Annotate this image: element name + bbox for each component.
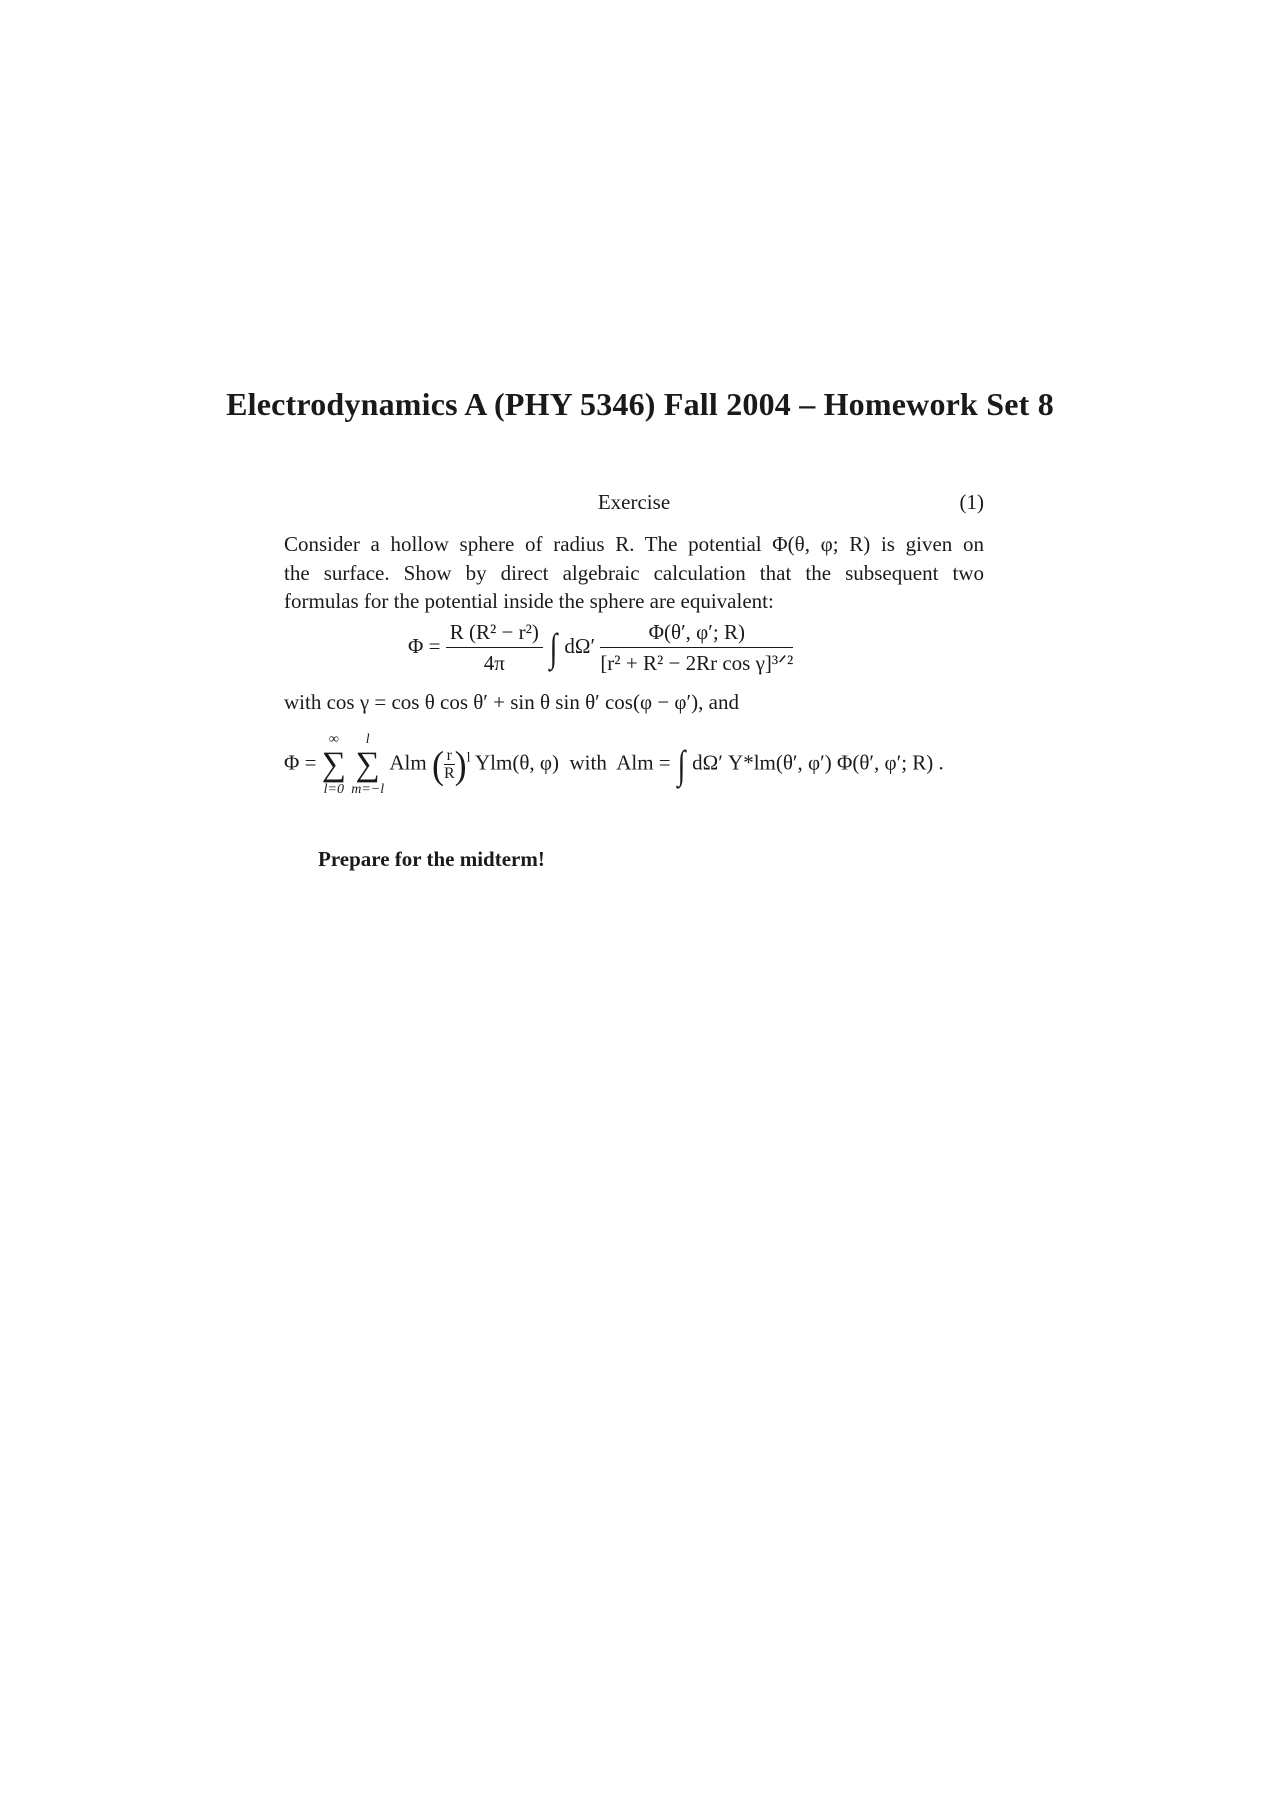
exercise-number: (1) [959, 490, 984, 514]
cos-gamma-definition: with cos γ = cos θ cos θ′ + sin θ sin θ′ cos(φ − φ′), and [284, 690, 739, 714]
exercise-label: Exercise [597, 490, 671, 514]
eq1-prefactor-denominator: 4π [483, 651, 505, 675]
sum-over-l [322, 733, 346, 797]
eq1-measure: dΩ′ [564, 633, 596, 658]
ratio-denominator: R [443, 765, 455, 783]
eq1-kernel [600, 620, 793, 676]
sum-l-lower: l=0 [323, 781, 344, 797]
left-paren: ( [431, 742, 444, 787]
sum-over-m [351, 733, 384, 797]
spherical-harmonic: Ylm(θ, φ) [475, 750, 559, 775]
problem-line: the surface. Show by direct algebraic calculation that the subsequent two [284, 560, 984, 585]
exercise-header [284, 490, 984, 520]
sum-l-upper: ∞ [328, 732, 339, 747]
eq1-lhs: Φ = [408, 633, 441, 658]
sigma-symbol: ∑ [355, 746, 380, 783]
ratio-power: l [466, 750, 471, 766]
eq1-kernel-denominator: [r² + R² − 2Rr cos γ]³ᐟ² [600, 651, 794, 675]
integral-sign: ∫ [549, 625, 558, 670]
page-title: Electrodynamics A (PHY 5346) Fall 2004 – Homework Set 8 [226, 386, 1054, 422]
spherical-harmonic-expansion [284, 733, 944, 803]
problem-line: Consider a hollow sphere of radius R. The potential Φ(θ, φ; R) is given on [284, 532, 984, 556]
coefficient: Alm [389, 750, 427, 775]
midterm-note: Prepare for the midterm! [318, 847, 545, 871]
problem-statement [284, 530, 984, 616]
coefficient-definition-lhs: Alm = [616, 750, 671, 775]
problem-line: formulas for the potential inside the sphere are equivalent: [284, 589, 774, 613]
ratio-numerator: r [444, 747, 455, 766]
coefficient-definition-body: dΩ′ Y*lm(θ′, φ′) Φ(θ′, φ′; R) . [692, 750, 944, 775]
eq2-lhs: Φ = [284, 750, 317, 775]
eq1-kernel-numerator: Φ(θ′, φ′; R) [600, 620, 793, 648]
eq1-prefactor-numerator: R (R² − r²) [446, 620, 543, 648]
with-word: with [569, 750, 607, 775]
sum-m-upper: l [365, 732, 370, 747]
eq1-prefactor [446, 620, 543, 676]
sigma-symbol: ∑ [321, 746, 346, 783]
integral-sign: ∫ [677, 741, 686, 787]
right-paren: ) [454, 742, 467, 787]
radius-ratio [444, 747, 455, 783]
poisson-integral-equation [408, 620, 793, 690]
sum-m-lower: m=−l [351, 781, 385, 797]
